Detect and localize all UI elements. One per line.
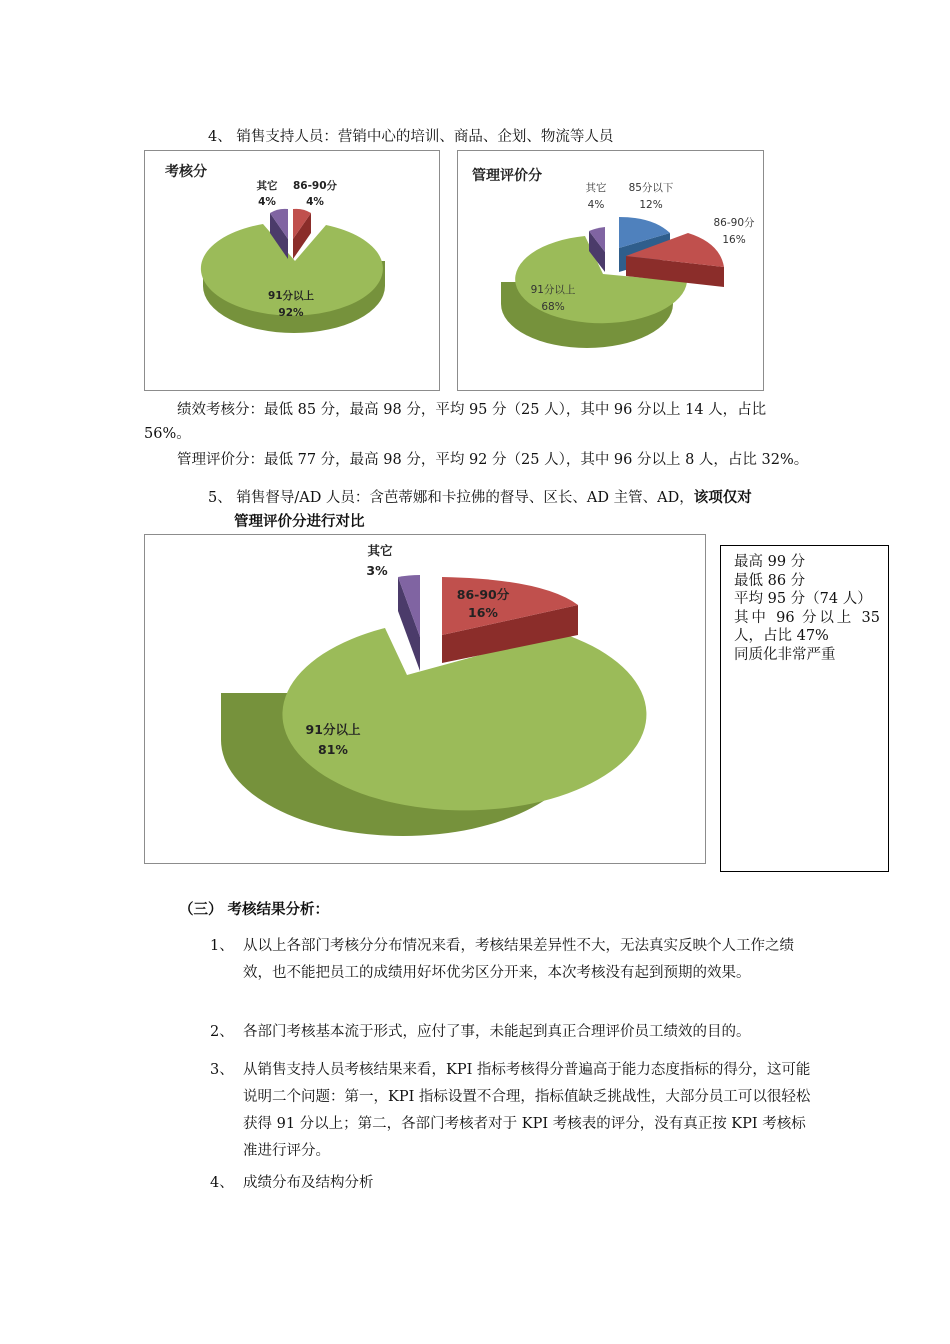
pie1-value-other: 4% xyxy=(258,196,276,208)
pie-chart-2 xyxy=(458,151,763,390)
section-5-heading-line2: 管理评价分进行对比 xyxy=(234,513,365,530)
chart-management-score xyxy=(457,150,764,391)
analysis-item-2-num: 2、 xyxy=(210,1024,234,1040)
pie1-value-91: 92% xyxy=(278,307,304,319)
pie3-value-other: 3% xyxy=(366,563,388,578)
chart1-title: 考核分 xyxy=(165,164,207,180)
pie3-label-91: 91分以上 xyxy=(305,722,361,737)
stats-max: 最高 99 分 xyxy=(734,554,806,570)
pie3-value-8690: 16% xyxy=(468,605,498,620)
pie2-value-85: 12% xyxy=(639,199,663,211)
pie3-label-8690: 86-90分 xyxy=(456,587,510,602)
pie2-value-91: 68% xyxy=(541,301,565,313)
paragraph-assessment-line1: 绩效考核分：最低 85 分，最高 98 分，平均 95 分（25 人），其中 96 分以上 14 人，占比 xyxy=(177,402,767,418)
stats-above96: 其中 96 分以上 35 人，占比 47% xyxy=(734,609,880,644)
stats-box xyxy=(720,545,889,872)
analysis-item-3-text: 从销售支持人员考核结果来看，KPI 指标考核得分普遍高于能力态度指标的得分，这可能说明二个问题：第一，KPI 指标设置不合理，指标值缺乏挑战性，大部分员工可以很轻松获得 91 分以上；第二，各部门考核者对于 KPI 考核表的评分，没有真正按 KPI 考核标准进行评分。 xyxy=(243,1062,811,1159)
analysis-item-2-text: 各部门考核基本流于形式，应付了事，未能起到真正合理评价员工绩效的目的。 xyxy=(243,1024,751,1040)
analysis-heading: （三） 考核结果分析： xyxy=(179,901,330,918)
stats-note: 同质化非常严重 xyxy=(734,646,836,663)
pie1-label-91: 91分以上 xyxy=(267,290,315,302)
analysis-item-4-text: 成绩分布及结构分析 xyxy=(243,1175,374,1191)
pie-chart-3 xyxy=(145,535,705,863)
stats-min: 最低 86 分 xyxy=(734,572,806,589)
pie-chart-1 xyxy=(145,151,439,390)
paragraph-management: 管理评价分：最低 77 分，最高 98 分，平均 92 分（25 人），其中 96 分以上 8 人，占比 32%。 xyxy=(177,452,809,468)
pie2-label-85: 85分以下 xyxy=(628,182,674,194)
section-4-heading: 4、 销售支持人员：营销中心的培训、商品、企划、物流等人员 xyxy=(208,129,614,145)
pie2-value-other: 4% xyxy=(587,199,605,211)
analysis-item-4-num: 4、 xyxy=(210,1175,234,1191)
section-5-heading-normal: 5、 销售督导/AD 人员：含芭蒂娜和卡拉佛的督导、区长、AD 主管、AD， xyxy=(208,490,694,506)
pie2-label-other: 其它 xyxy=(585,182,607,194)
chart-supervisor-score xyxy=(144,534,706,864)
chart-assessment-score xyxy=(144,150,440,391)
pie2-label-8690: 86-90分 xyxy=(713,217,755,229)
analysis-item-1-num: 1、 xyxy=(210,938,234,954)
chart2-title: 管理评价分 xyxy=(472,168,542,184)
analysis-item-1-text: 从以上各部门考核分分布情况来看，考核结果差异性不大，无法真实反映个人工作之绩效，也不能把员工的成绩用好坏优劣区分开来，本次考核没有起到预期的效果。 xyxy=(243,938,794,981)
stats-avg: 平均 95 分（74 人） xyxy=(734,591,872,607)
section-5-heading-bold: 该项仅对 xyxy=(693,489,752,506)
paragraph-assessment-line2: 56%。 xyxy=(144,426,191,442)
pie3-label-other: 其它 xyxy=(367,543,393,558)
pie1-value-8690: 4% xyxy=(306,196,324,208)
analysis-item-3-num: 3、 xyxy=(210,1062,234,1078)
pie3-value-91: 81% xyxy=(318,742,348,757)
pie2-value-8690: 16% xyxy=(722,234,746,246)
pie2-label-91: 91分以上 xyxy=(530,284,576,296)
pie1-label-8690: 86-90分 xyxy=(292,180,338,192)
section-5-heading xyxy=(208,487,752,509)
pie1-label-other: 其它 xyxy=(256,180,278,192)
